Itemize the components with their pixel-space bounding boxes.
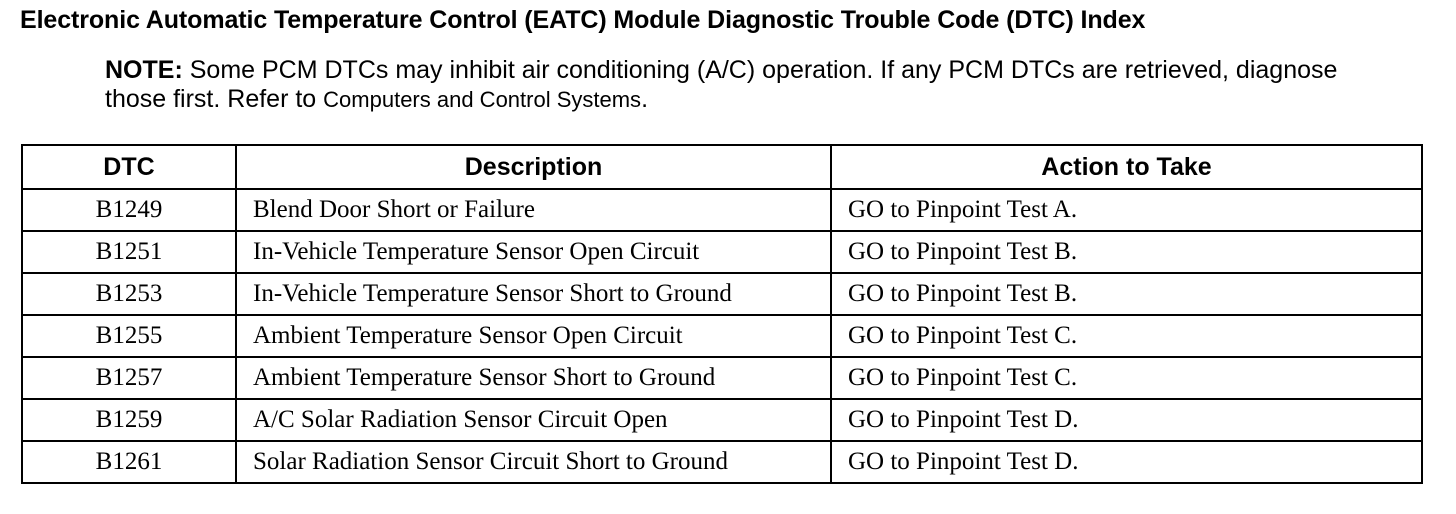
dtc-action: GO to Pinpoint Test B. [831,273,1422,315]
table-row [22,189,1422,231]
note-paragraph [105,56,1355,114]
dtc-code: B1261 [22,441,236,483]
dtc-code: B1251 [22,231,236,273]
table-row [22,273,1422,315]
dtc-description: A/C Solar Radiation Sensor Circuit Open [236,399,831,441]
dtc-description: Ambient Temperature Sensor Open Circuit [236,315,831,357]
dtc-code: B1259 [22,399,236,441]
header-dtc: DTC [22,145,236,189]
dtc-action: GO to Pinpoint Test C. [831,357,1422,399]
dtc-action: GO to Pinpoint Test A. [831,189,1422,231]
table-row [22,231,1422,273]
table-header-row [22,145,1422,189]
header-description: Description [236,145,831,189]
table-row [22,357,1422,399]
note-end: . [641,85,649,113]
note-reference-link[interactable]: Computers and Control Systems [323,87,642,112]
header-action: Action to Take [831,145,1422,189]
dtc-action: GO to Pinpoint Test D. [831,441,1422,483]
table-row [22,441,1422,483]
dtc-index-table [21,144,1423,484]
dtc-code: B1257 [22,357,236,399]
table-row [22,315,1422,357]
dtc-description: Solar Radiation Sensor Circuit Short to Ground [236,441,831,483]
dtc-description: Ambient Temperature Sensor Short to Ground [236,357,831,399]
dtc-code: B1253 [22,273,236,315]
note-label: NOTE: [105,56,183,84]
note-text: Some PCM DTCs may inhibit air conditioning (A/C) operation. If any PCM DTCs are retrieved, diagnose those first. Refer to [105,56,1338,113]
table-row [22,399,1422,441]
dtc-description: In-Vehicle Temperature Sensor Open Circuit [236,231,831,273]
page-title: Electronic Automatic Temperature Control (EATC) Module Diagnostic Trouble Code (DTC) Index [20,6,1146,34]
dtc-action: GO to Pinpoint Test C. [831,315,1422,357]
dtc-action: GO to Pinpoint Test D. [831,399,1422,441]
dtc-description: In-Vehicle Temperature Sensor Short to Ground [236,273,831,315]
dtc-action: GO to Pinpoint Test B. [831,231,1422,273]
dtc-description: Blend Door Short or Failure [236,189,831,231]
dtc-code: B1255 [22,315,236,357]
dtc-code: B1249 [22,189,236,231]
